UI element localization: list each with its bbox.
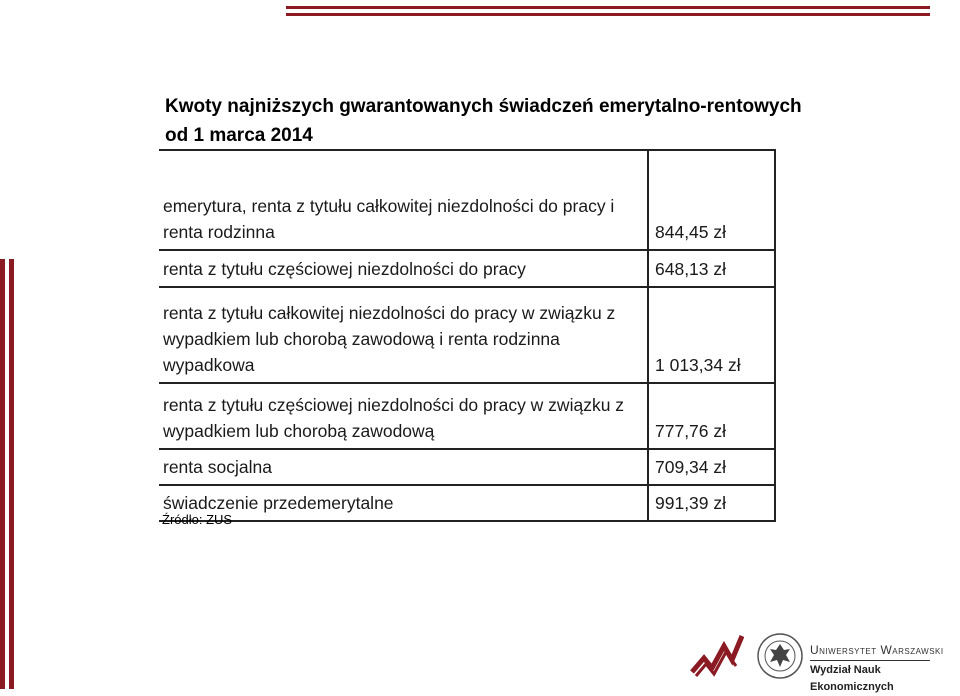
top-bar: [286, 13, 930, 16]
top-bar: [286, 6, 930, 9]
row-value: 777,76 zł: [648, 383, 775, 449]
faculty-label: Wydział Nauk Ekonomicznych: [810, 664, 894, 693]
wne-logo-icon: [690, 632, 744, 683]
table-row: [159, 485, 775, 521]
table-row: [159, 287, 775, 383]
row-value: 844,45 zł: [648, 150, 775, 250]
table-row: [159, 383, 775, 449]
page-title: Kwoty najniższych gwarantowanych świadczeń emerytalno-rentowych od 1 marca 2014: [165, 96, 802, 146]
table-row: [159, 150, 775, 250]
university-crest-icon: [756, 632, 804, 685]
row-label: renta z tytułu częściowej niezdolności do pracy: [159, 250, 648, 287]
table-row: [159, 449, 775, 485]
source-note: Źródło: ZUS: [162, 512, 233, 527]
divider: [810, 660, 930, 661]
row-label: renta z tytułu częściowej niezdolności do pracy w związku z wypadkiem lub chorobą zawodową: [159, 383, 648, 449]
row-label: emerytura, renta z tytułu całkowitej niezdolności do pracy i renta rodzinna: [159, 150, 648, 250]
row-label: renta socjalna: [159, 449, 648, 485]
top-decorative-bars: [286, 6, 930, 20]
row-value: 709,34 zł: [648, 449, 775, 485]
row-value: 648,13 zł: [648, 250, 775, 287]
side-bar: [9, 259, 14, 689]
university-label: Uniwersytet Warszawski: [810, 643, 944, 657]
row-label: świadczenie przedemerytalne: [159, 485, 648, 521]
table-row: [159, 250, 775, 287]
university-name: [810, 642, 960, 696]
side-bar: [0, 259, 5, 689]
row-value: 1 013,34 zł: [648, 287, 775, 383]
benefits-table: [159, 149, 776, 522]
row-label: renta z tytułu całkowitej niezdolności do pracy w związku z wypadkiem lub chorobą zawodową i renta rodzinna wypadkowa: [159, 287, 648, 383]
row-value: 991,39 zł: [648, 485, 775, 521]
